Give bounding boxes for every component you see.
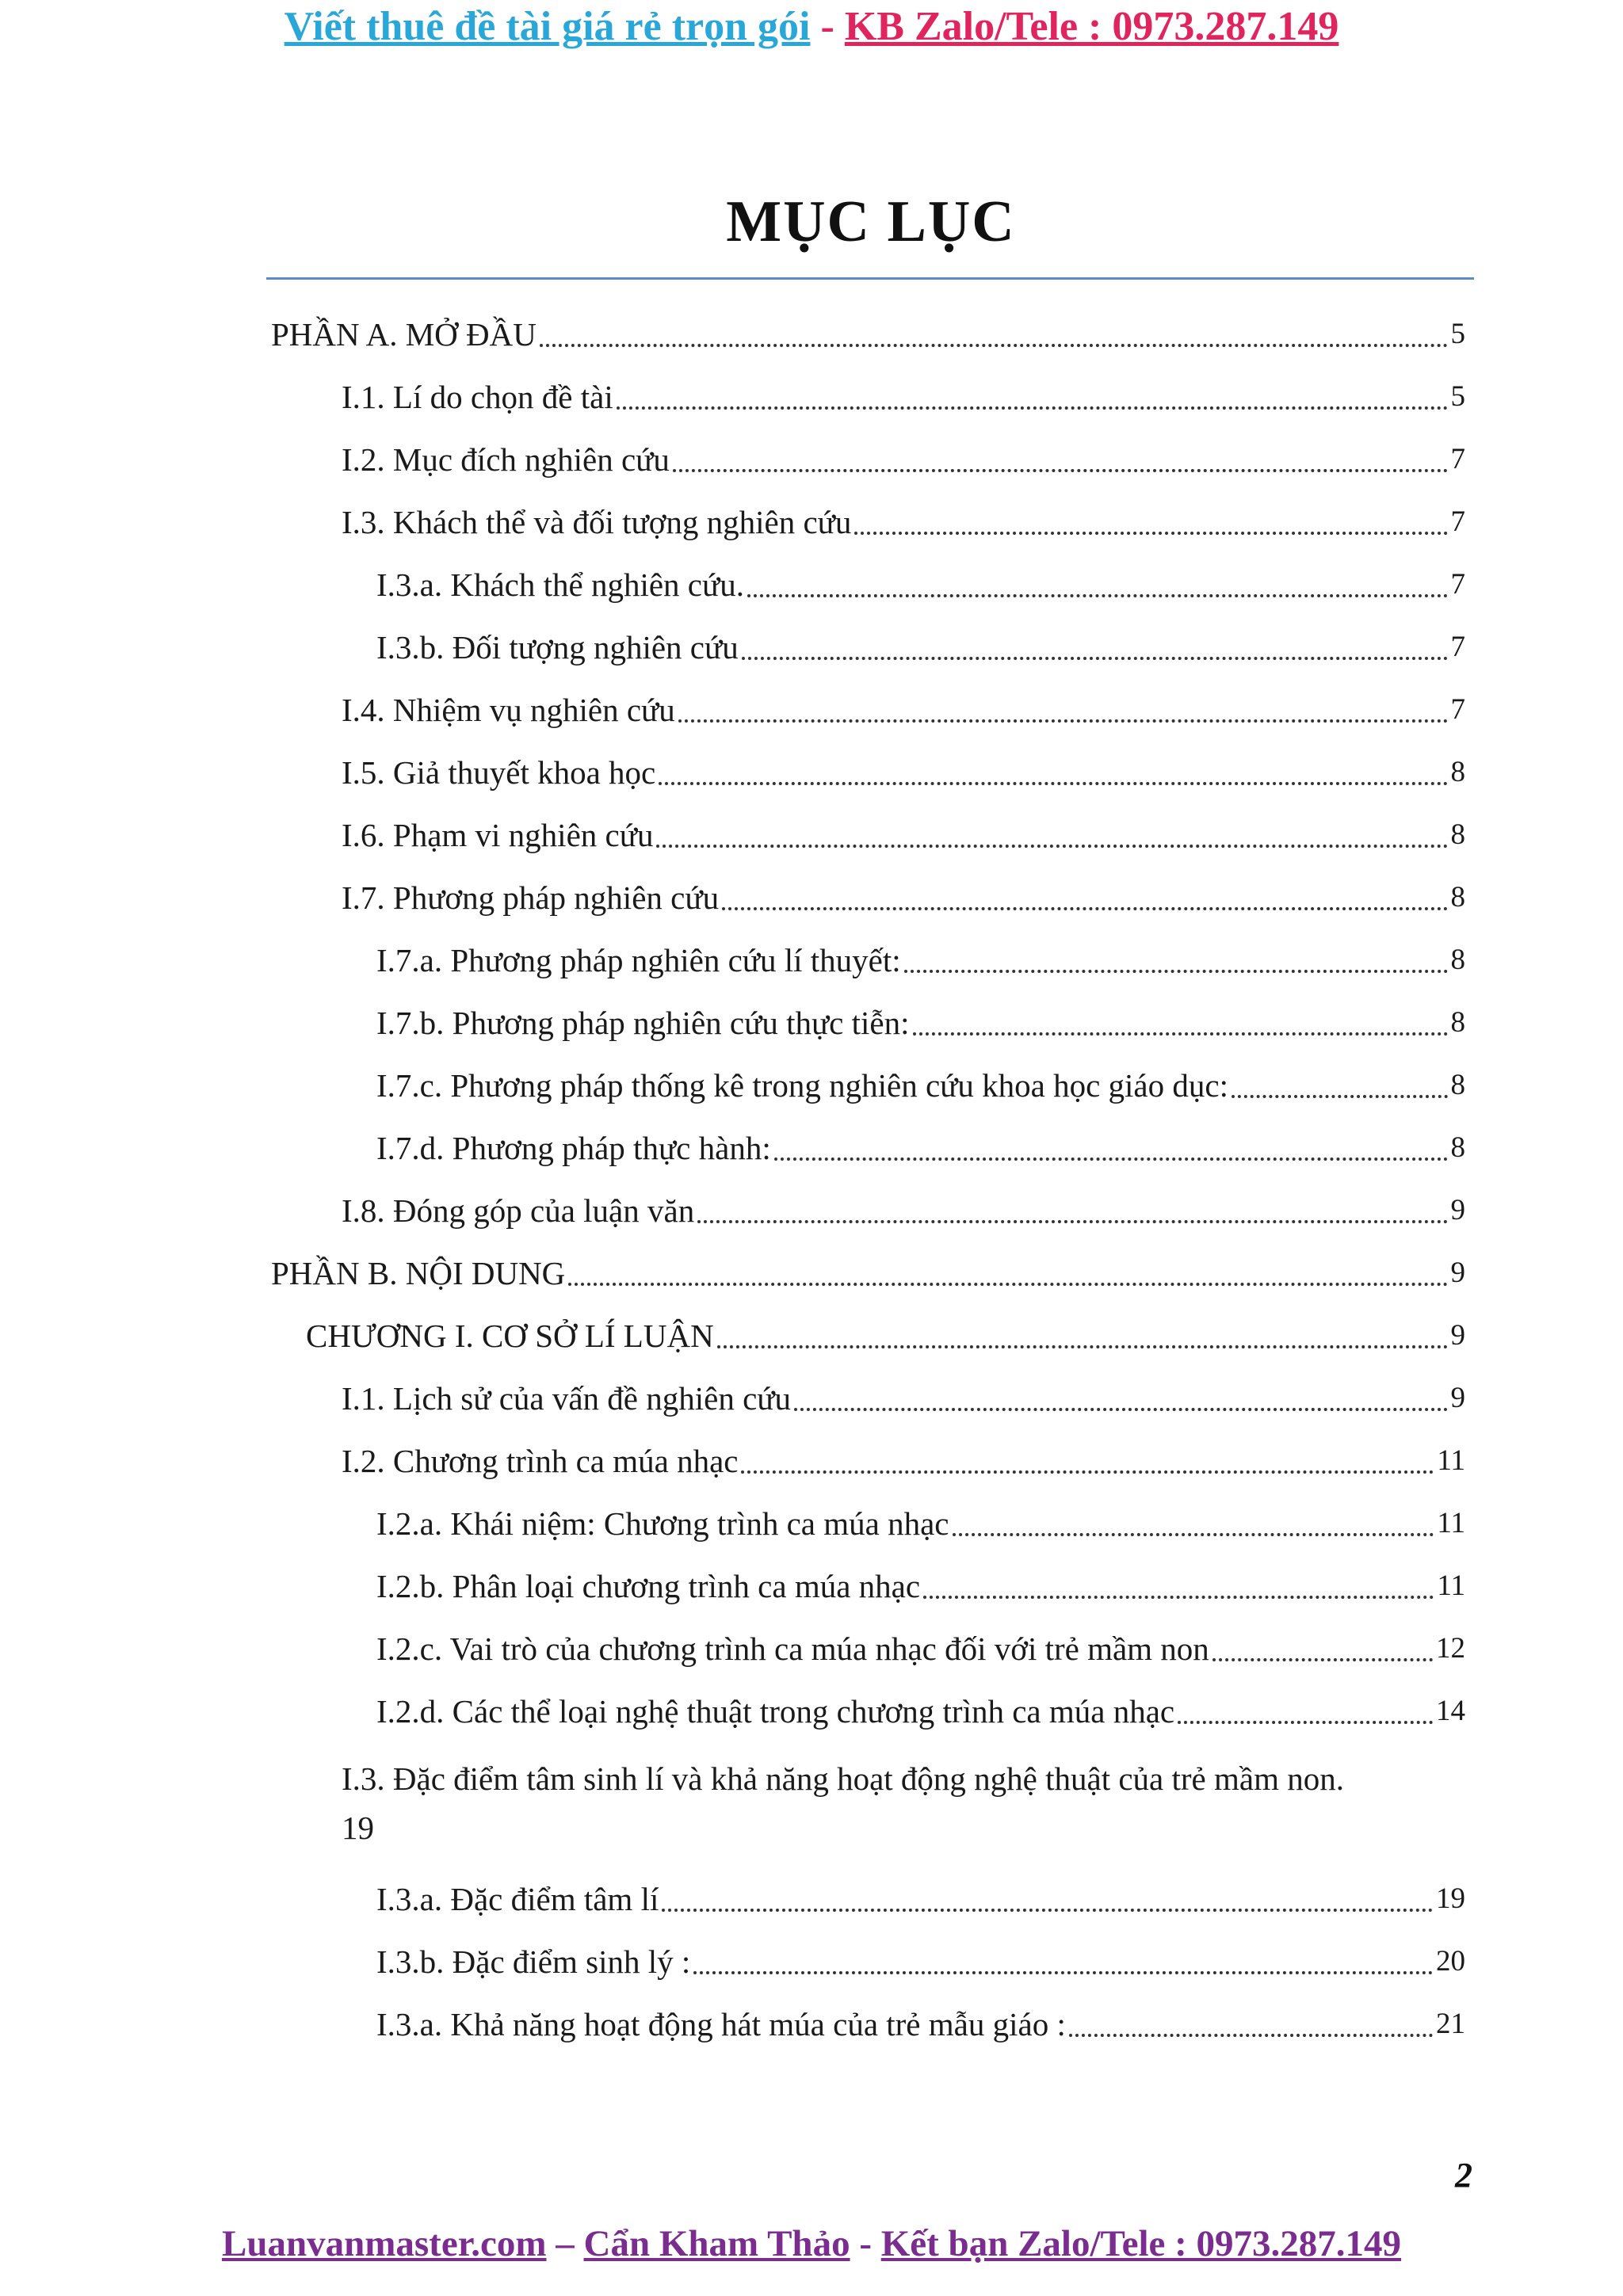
page-title: MỤC LỤC: [726, 189, 1016, 254]
toc-entry-page: 8: [1450, 1069, 1465, 1101]
toc-entry-page: 9: [1450, 1257, 1465, 1289]
dot-leader: [697, 1220, 1447, 1223]
dot-leader: [904, 970, 1448, 973]
toc-entry-label: I.2.c. Vai trò của chương trình ca múa nhạc đối với trẻ mầm non: [376, 1630, 1209, 1667]
toc-entry[interactable]: [306, 1312, 1465, 1360]
toc-entry-page: 9: [1450, 1319, 1465, 1352]
toc-entry-label: I.3.a. Đặc điểm tâm lí: [376, 1881, 659, 1917]
toc-entry-page: 8: [1450, 1006, 1465, 1039]
toc-entry-page: 5: [1450, 380, 1465, 413]
toc-entry-label: I.3. Khách thể và đối tượng nghiên cứu: [342, 504, 852, 540]
toc-entry-label: I.6. Phạm vi nghiên cứu: [342, 817, 654, 853]
toc-entry[interactable]: [376, 936, 1465, 984]
toc-entry[interactable]: [271, 311, 1465, 358]
toc-entry-label: I.3.a. Khả năng hoạt động hát múa của trẻ mẫu giáo :: [376, 2006, 1066, 2042]
toc-entry[interactable]: [376, 1938, 1465, 1985]
toc-entry-page: 21: [1436, 2008, 1465, 2040]
toc-entry[interactable]: [342, 1437, 1465, 1485]
toc-entry[interactable]: [376, 561, 1465, 608]
banner-separator: -: [810, 4, 845, 49]
toc-entry[interactable]: [376, 1875, 1465, 1923]
toc-entry[interactable]: [342, 686, 1465, 734]
toc-entry-page: 7: [1450, 443, 1465, 475]
page-number: 2: [1455, 2156, 1472, 2195]
dot-leader: [794, 1408, 1447, 1411]
toc-entry[interactable]: [376, 1688, 1465, 1735]
toc-entry-label: I.2. Chương trình ca múa nhạc: [342, 1443, 739, 1479]
dot-leader: [656, 845, 1447, 848]
top-banner: [0, 2, 1623, 52]
toc-entry-label: I.2.b. Phân loại chương trình ca múa nhạc: [376, 1568, 921, 1604]
toc-entry[interactable]: [376, 1625, 1465, 1672]
toc-entry-page: 7: [1450, 505, 1465, 538]
toc-entry-page: 8: [1450, 944, 1465, 976]
toc-entry-label: I.7.d. Phương pháp thực hành:: [376, 1130, 771, 1166]
toc-entry[interactable]: [342, 749, 1465, 796]
toc-entry[interactable]: [271, 1249, 1465, 1297]
toc-entry[interactable]: [342, 373, 1465, 421]
dot-leader: [693, 1971, 1433, 1974]
toc-entry-page: 7: [1450, 631, 1465, 663]
dot-leader: [1069, 2034, 1433, 2037]
dot-leader: [568, 1283, 1447, 1286]
toc-entry-page: 5: [1450, 318, 1465, 350]
toc-entry-label: I.5. Giả thuyết khoa học: [342, 754, 656, 791]
toc-entry-page: 19: [342, 1810, 374, 1846]
service-link[interactable]: Viết thuê đề tài giá rẻ trọn gói: [284, 4, 811, 49]
toc-entry-label: I.3.b. Đối tượng nghiên cứu: [376, 629, 739, 666]
toc-entry-label: I.4. Nhiệm vụ nghiên cứu: [342, 692, 675, 728]
bottom-banner: [0, 2220, 1623, 2267]
toc-entry-page: 8: [1450, 818, 1465, 851]
dot-leader: [659, 782, 1447, 785]
toc-entry-label: I.7.a. Phương pháp nghiên cứu lí thuyết:: [376, 942, 901, 978]
toc-entry-label: PHẦN B. NỘI DUNG: [271, 1255, 566, 1291]
toc-entry[interactable]: [376, 1500, 1465, 1547]
toc-entry-label: I.8. Đóng góp của luận văn: [342, 1192, 695, 1229]
toc-entry[interactable]: [342, 498, 1465, 546]
dot-leader: [678, 719, 1448, 723]
toc-entry-page: 8: [1450, 756, 1465, 788]
toc-entry[interactable]: [342, 874, 1465, 921]
toc-entry-label: I.7.c. Phương pháp thống kê trong nghiên cứu khoa học giáo dục:: [376, 1067, 1228, 1104]
dot-leader: [741, 1470, 1434, 1474]
dot-leader: [1178, 1721, 1433, 1724]
toc-entry-label: I.7.b. Phương pháp nghiên cứu thực tiễn:: [376, 1005, 910, 1041]
toc-entry[interactable]: [342, 1375, 1465, 1422]
toc-entry-page: 11: [1437, 1569, 1465, 1602]
dot-leader: [540, 344, 1448, 347]
toc-entry-wrapped[interactable]: [342, 1754, 1465, 1852]
dot-leader: [854, 532, 1447, 535]
toc-entry-label: I.1. Lịch sử của vấn đề nghiên cứu: [342, 1380, 792, 1417]
toc-entry-page: 11: [1437, 1507, 1465, 1539]
toc-entry-label: I.1. Lí do chọn đề tài: [342, 379, 613, 415]
toc-entry-label: PHẦN A. MỞ ĐẦU: [271, 316, 537, 353]
toc-entry[interactable]: [342, 811, 1465, 859]
author-link[interactable]: Cẩn Kham Thảo: [583, 2223, 850, 2264]
toc-entry-label: I.2.d. Các thể loại nghệ thuật trong chương trình ca múa nhạc: [376, 1693, 1175, 1730]
toc-entry-page: 9: [1450, 1194, 1465, 1226]
toc-entry-page: 19: [1436, 1882, 1465, 1915]
dot-leader: [673, 469, 1448, 472]
site-link[interactable]: Luanvanmaster.com: [221, 2223, 547, 2264]
toc-entry[interactable]: [342, 1187, 1465, 1234]
toc-entry-page: 12: [1436, 1632, 1465, 1665]
dot-leader: [1212, 1658, 1433, 1661]
dot-leader: [1232, 1095, 1448, 1098]
toc-entry[interactable]: [376, 1062, 1465, 1109]
dot-leader: [913, 1032, 1448, 1035]
toc-entry[interactable]: [376, 2000, 1465, 2048]
toc-entry-label: I.3.b. Đặc điểm sinh lý :: [376, 1943, 691, 1980]
dot-leader: [742, 657, 1448, 660]
toc-entry[interactable]: [376, 1562, 1465, 1610]
contact-link[interactable]: Kết bạn Zalo/Tele : 0973.287.149: [880, 2223, 1402, 2264]
dot-leader: [923, 1596, 1434, 1599]
dot-leader: [617, 406, 1448, 410]
toc-entry-label: I.2.a. Khái niệm: Chương trình ca múa nhạc: [376, 1505, 949, 1542]
banner-separator: -: [850, 2223, 881, 2264]
toc-entry[interactable]: [376, 624, 1465, 671]
toc-entry-label: I.2. Mục đích nghiên cứu: [342, 441, 670, 478]
toc-entry-label: I.3.a. Khách thể nghiên cứu.: [376, 566, 744, 603]
toc-entry-page: 9: [1450, 1382, 1465, 1414]
dot-leader: [662, 1909, 1433, 1912]
toc-entry[interactable]: [376, 1124, 1465, 1172]
dot-leader: [717, 1345, 1448, 1348]
toc-entry-page: 8: [1450, 1131, 1465, 1164]
toc-entry-label: CHƯƠNG I. CƠ SỞ LÍ LUẬN: [306, 1318, 714, 1354]
toc-entry-label: I.7. Phương pháp nghiên cứu: [342, 879, 720, 916]
toc-entry-page: 7: [1450, 693, 1465, 726]
toc-entry-page: 14: [1436, 1695, 1465, 1727]
toc-entry-page: 7: [1450, 568, 1465, 601]
toc-entry-label: I.3. Đặc điểm tâm sinh lí và khả năng hoạt động nghệ thuật của trẻ mầm non.: [342, 1760, 1344, 1797]
toc-entry-page: 20: [1436, 1945, 1465, 1978]
toc-entry-page: 8: [1450, 881, 1465, 913]
title-divider: [266, 277, 1474, 280]
toc-entry-page: 11: [1437, 1444, 1465, 1477]
dot-leader: [747, 594, 1448, 597]
toc-entry[interactable]: [376, 999, 1465, 1047]
contact-link[interactable]: KB Zalo/Tele : 0973.287.149: [844, 4, 1339, 49]
dot-leader: [722, 907, 1447, 910]
dot-leader: [953, 1533, 1434, 1536]
dot-leader: [774, 1158, 1448, 1161]
banner-dash: –: [546, 2223, 584, 2264]
toc-entry[interactable]: [342, 436, 1465, 483]
